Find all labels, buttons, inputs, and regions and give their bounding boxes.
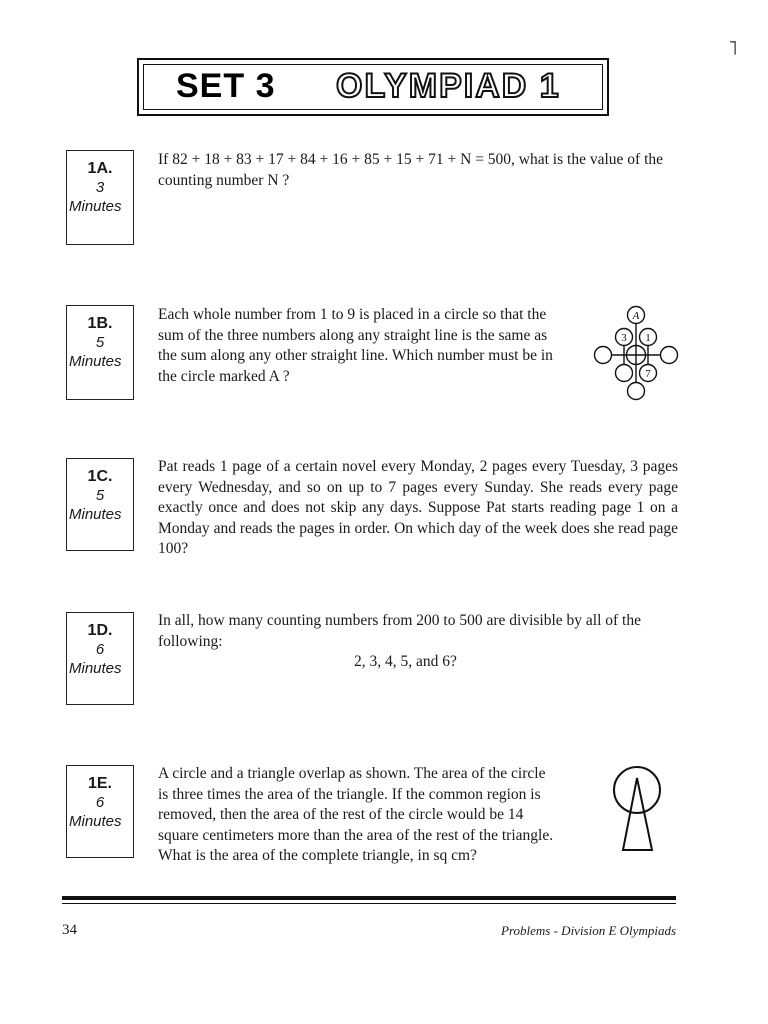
circle-left: [595, 347, 612, 364]
overlap-circle: [614, 767, 660, 813]
circle-lower-left: [616, 365, 633, 382]
circle-right: [661, 347, 678, 364]
time-limit: 6: [95, 794, 105, 811]
problem-text-1e: A circle and a triangle overlap as shown. The area of the circle is three times the area of the triangle. If the common region is removed, then the area of the rest of the circle would be 14 square centimeters more than the area of the rest of the triangle. What is the area of the complete triangle, in sq cm?: [158, 765, 554, 864]
set-title: SET 3: [176, 67, 276, 105]
problem-label-1e: [66, 765, 134, 858]
problem-text-1a: If 82 + 18 + 83 + 17 + 84 + 16 + 85 + 15 + 71 + N = 500, what is the value of the counting number N ?: [158, 151, 663, 189]
circle-lines-diagram: [590, 303, 682, 403]
time-unit: Minutes: [69, 660, 122, 677]
problem-code: 1E.: [87, 775, 112, 792]
problem-code: 1B.: [87, 315, 113, 332]
problem-question: In all, how many counting numbers from 200 to 500 are divisible by all of the following:: [158, 612, 641, 650]
problem-code: 1C.: [87, 468, 113, 485]
problem-label-1a: [66, 150, 134, 245]
problem-code: 1A.: [87, 160, 113, 177]
problem-code: 1D.: [87, 622, 113, 639]
time-limit: 5: [95, 334, 105, 351]
overlap-triangle: [623, 778, 652, 850]
time-unit: Minutes: [69, 198, 122, 215]
time-unit: Minutes: [69, 813, 122, 830]
time-unit: Minutes: [69, 506, 122, 523]
time-limit: 6: [95, 641, 105, 658]
problem-text-1c: Pat reads 1 page of a certain novel every Monday, 2 pages every Tuesday, 3 pages every Wednesday, and so on up to 7 pages every Sunday. She reads every page exactly once and does not skip any days. Suppose Pat starts reading page 1 on a Monday and reads the pages in order. On which day of the week does she read page 100?: [158, 458, 678, 557]
footer-rule: [62, 896, 676, 900]
circle-bottom: [628, 383, 645, 400]
problem-text-1d: [158, 611, 678, 673]
book-title: Problems - Division E Olympiads: [501, 923, 676, 938]
problem-text-1b: Each whole number from 1 to 9 is placed in a circle so that the sum of the three numbers along any straight line is the same as the sum along any other straight line. Which number must be in the circle marked A ?: [158, 306, 553, 385]
problem-label-1b: [66, 305, 134, 400]
title-inner-frame: [143, 64, 603, 110]
time-unit: Minutes: [69, 353, 122, 370]
figure-label-1: 1: [645, 332, 651, 344]
circle-triangle-diagram: [604, 762, 674, 858]
figure-label-7: 7: [645, 368, 651, 380]
page-number: 34: [62, 922, 77, 938]
problem-label-1c: [66, 458, 134, 551]
olympiad-title: OLYMPIAD 1: [336, 67, 561, 105]
footer-rule-thin: [62, 903, 676, 904]
title-banner: [137, 58, 609, 116]
corner-mark: ˥: [728, 36, 738, 60]
problem-label-1d: [66, 612, 134, 705]
figure-label-3: 3: [621, 332, 627, 344]
divisor-list: 2, 3, 4, 5, and 6?: [354, 653, 457, 670]
figure-label-a: A: [632, 310, 640, 322]
time-limit: 5: [95, 487, 105, 504]
time-limit: 3: [95, 179, 105, 196]
